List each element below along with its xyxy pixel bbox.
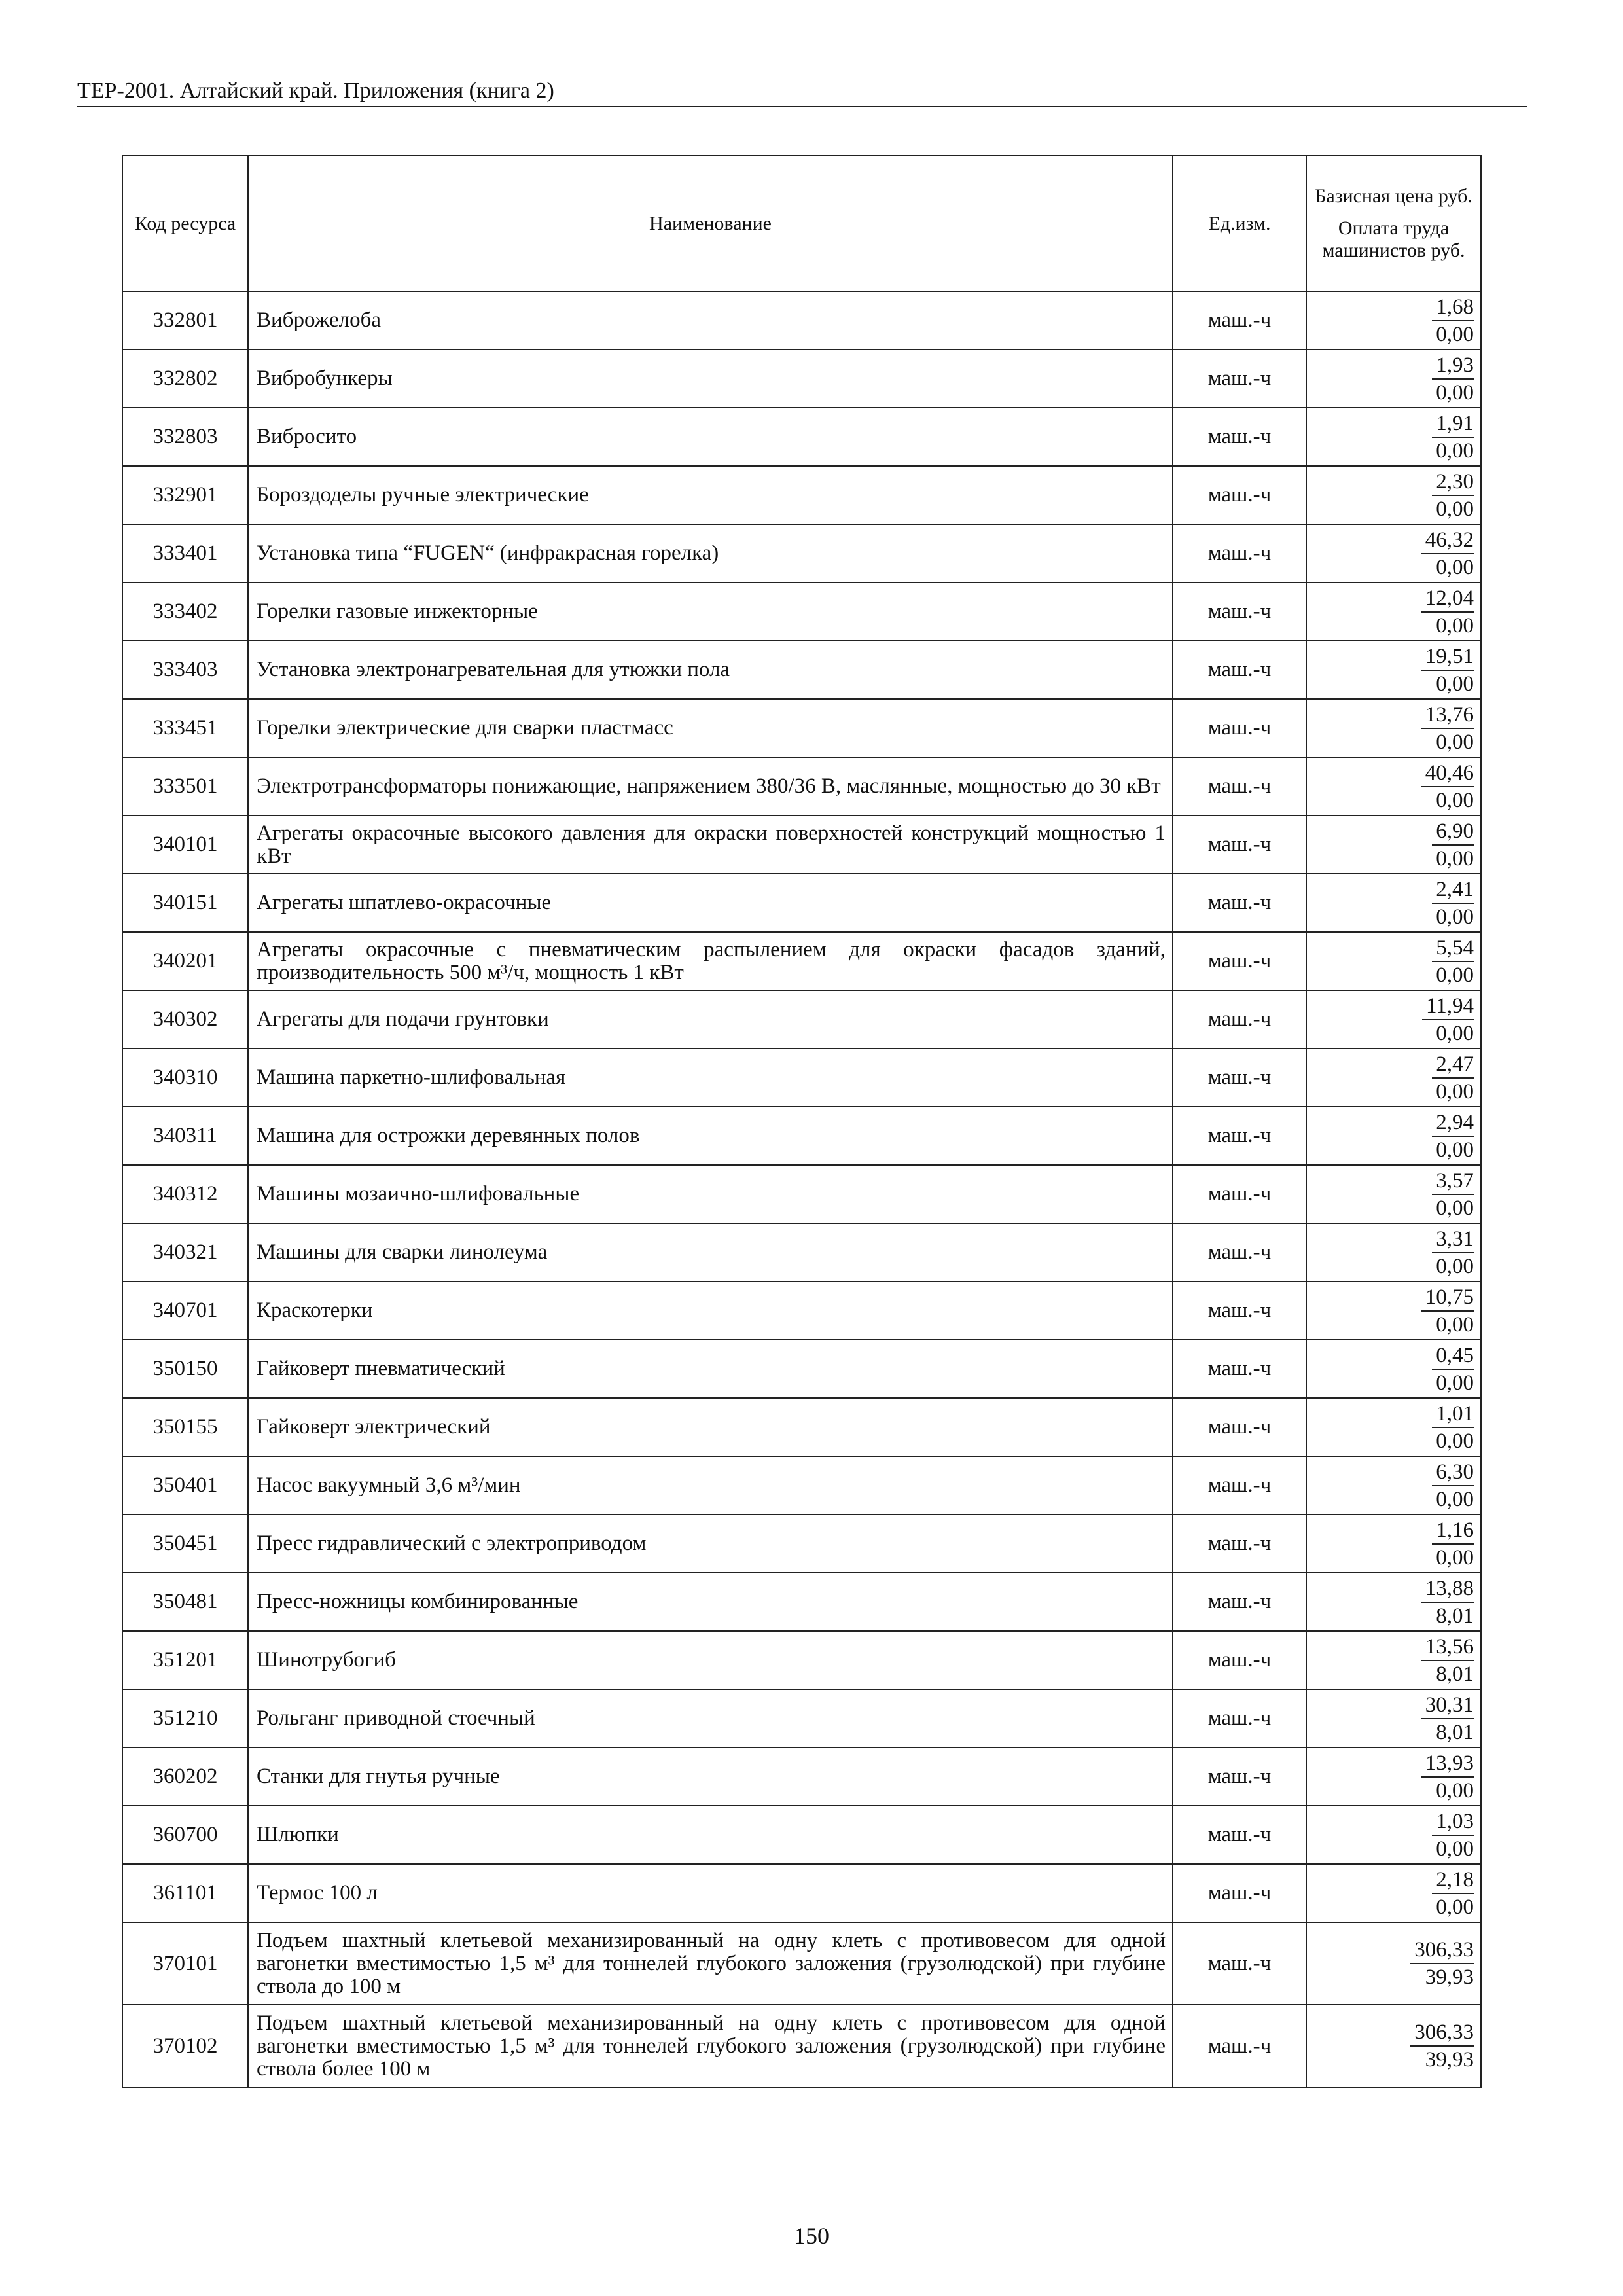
row-base-price: 6,30 [1432, 1459, 1474, 1486]
table-row [122, 1456, 1481, 1515]
row-labor-cost: 0,00 [1436, 555, 1474, 579]
price-fraction [1432, 876, 1474, 930]
price-fraction [1421, 585, 1474, 639]
price-fraction [1410, 1937, 1474, 1990]
row-base-price: 3,31 [1432, 1226, 1474, 1253]
price-fraction [1432, 469, 1474, 522]
row-code: 351201 [122, 1631, 248, 1689]
row-code: 333402 [122, 583, 248, 641]
row-price-cell [1306, 583, 1481, 641]
price-fraction [1421, 1750, 1474, 1804]
row-labor-cost: 8,01 [1436, 1604, 1474, 1628]
row-base-price: 1,03 [1432, 1808, 1474, 1836]
price-fraction [1432, 1226, 1474, 1280]
row-unit: маш.-ч [1173, 1107, 1306, 1165]
row-code: 370101 [122, 1922, 248, 2005]
row-unit: маш.-ч [1173, 1165, 1306, 1223]
row-base-price: 2,94 [1432, 1109, 1474, 1137]
row-labor-cost: 0,00 [1436, 1429, 1474, 1453]
table-row [122, 990, 1481, 1049]
row-price-cell [1306, 466, 1481, 524]
row-unit: маш.-ч [1173, 2005, 1306, 2087]
price-fraction [1432, 1867, 1474, 1920]
row-unit: маш.-ч [1173, 350, 1306, 408]
row-name: Насос вакуумный 3,6 м³/мин [248, 1456, 1173, 1515]
page-number: 150 [794, 2223, 829, 2249]
row-code: 332803 [122, 408, 248, 466]
row-price-cell [1306, 1165, 1481, 1223]
row-unit: маш.-ч [1173, 1573, 1306, 1631]
row-name: Установка типа “FUGEN“ (инфракрасная горелка) [248, 524, 1173, 583]
row-price-cell [1306, 1573, 1481, 1631]
row-code: 332901 [122, 466, 248, 524]
table-row [122, 1631, 1481, 1689]
row-code: 340151 [122, 874, 248, 932]
row-base-price: 13,93 [1421, 1750, 1474, 1778]
row-name: Вибросито [248, 408, 1173, 466]
row-base-price: 1,68 [1432, 294, 1474, 321]
row-price-cell [1306, 1864, 1481, 1922]
row-name: Шлюпки [248, 1806, 1173, 1864]
row-unit: маш.-ч [1173, 1864, 1306, 1922]
row-price-cell [1306, 524, 1481, 583]
row-base-price: 12,04 [1421, 585, 1474, 613]
row-price-cell [1306, 816, 1481, 874]
row-code: 333451 [122, 699, 248, 757]
row-unit: маш.-ч [1173, 1922, 1306, 2005]
row-labor-cost: 0,00 [1436, 1895, 1474, 1919]
row-code: 370102 [122, 2005, 248, 2087]
row-labor-cost: 0,00 [1436, 497, 1474, 521]
row-labor-cost: 39,93 [1425, 2048, 1474, 2072]
price-fraction [1421, 1575, 1474, 1629]
row-unit: маш.-ч [1173, 1748, 1306, 1806]
row-base-price: 306,33 [1410, 1937, 1474, 1964]
row-code: 360700 [122, 1806, 248, 1864]
row-name: Краскотерки [248, 1282, 1173, 1340]
col-header-unit: Ед.изм. [1173, 156, 1306, 291]
row-unit: маш.-ч [1173, 1398, 1306, 1456]
row-code: 361101 [122, 1864, 248, 1922]
row-price-cell [1306, 641, 1481, 699]
price-fraction [1432, 294, 1474, 348]
row-price-cell [1306, 1049, 1481, 1107]
price-fraction [1432, 410, 1474, 464]
row-name: Вибробункеры [248, 350, 1173, 408]
row-name: Агрегаты окрасочные высокого давления для окраски поверхностей конструкций мощностью 1 кВт [248, 816, 1173, 874]
price-fraction [1432, 818, 1474, 872]
row-code: 350401 [122, 1456, 248, 1515]
row-base-price: 13,88 [1421, 1575, 1474, 1603]
table-row [122, 1049, 1481, 1107]
row-base-price: 2,30 [1432, 469, 1474, 496]
row-code: 332802 [122, 350, 248, 408]
row-unit: маш.-ч [1173, 583, 1306, 641]
col-header-price-top: Базисная цена руб. [1315, 185, 1472, 207]
row-code: 340310 [122, 1049, 248, 1107]
row-price-cell [1306, 932, 1481, 990]
row-name: Агрегаты шпатлево-окрасочные [248, 874, 1173, 932]
row-unit: маш.-ч [1173, 1340, 1306, 1398]
row-code: 350150 [122, 1340, 248, 1398]
row-base-price: 2,47 [1432, 1051, 1474, 1079]
price-fraction [1432, 1517, 1474, 1571]
row-price-cell [1306, 757, 1481, 816]
row-unit: маш.-ч [1173, 466, 1306, 524]
table-row [122, 1165, 1481, 1223]
row-unit: маш.-ч [1173, 1282, 1306, 1340]
row-base-price: 10,75 [1421, 1284, 1474, 1312]
row-labor-cost: 0,00 [1436, 380, 1474, 404]
row-base-price: 1,91 [1432, 410, 1474, 438]
row-name: Агрегаты для подачи грунтовки [248, 990, 1173, 1049]
row-base-price: 1,01 [1432, 1401, 1474, 1428]
row-base-price: 19,51 [1421, 643, 1474, 671]
table-row [122, 466, 1481, 524]
row-code: 340201 [122, 932, 248, 990]
row-price-cell [1306, 2005, 1481, 2087]
row-name: Электротрансформаторы понижающие, напряжением 380/36 В, маслянные, мощностью до 30 кВт [248, 757, 1173, 816]
row-code: 333401 [122, 524, 248, 583]
row-name: Горелки электрические для сварки пластмасс [248, 699, 1173, 757]
row-unit: маш.-ч [1173, 291, 1306, 350]
row-name: Машина для острожки деревянных полов [248, 1107, 1173, 1165]
price-fraction [1421, 760, 1474, 814]
row-labor-cost: 0,00 [1436, 1837, 1474, 1861]
price-fraction [1421, 643, 1474, 697]
row-price-cell [1306, 1398, 1481, 1456]
price-fraction [1432, 352, 1474, 406]
row-code: 350155 [122, 1398, 248, 1456]
row-name: Пресс гидравлический с электроприводом [248, 1515, 1173, 1573]
row-labor-cost: 0,00 [1436, 1254, 1474, 1278]
price-fraction [1432, 1109, 1474, 1163]
col-header-price [1306, 156, 1481, 291]
row-code: 350481 [122, 1573, 248, 1631]
price-fraction [1432, 1459, 1474, 1513]
col-header-price-bottom: Оплата труда машинистов руб. [1322, 217, 1465, 261]
row-labor-cost: 0,00 [1436, 963, 1474, 987]
row-labor-cost: 0,00 [1436, 1196, 1474, 1220]
row-unit: маш.-ч [1173, 1515, 1306, 1573]
row-price-cell [1306, 291, 1481, 350]
row-unit: маш.-ч [1173, 524, 1306, 583]
row-name: Пресс-ножницы комбинированные [248, 1573, 1173, 1631]
row-base-price: 5,54 [1432, 935, 1474, 962]
row-base-price: 1,93 [1432, 352, 1474, 380]
row-name: Машина паркетно-шлифовальная [248, 1049, 1173, 1107]
row-price-cell [1306, 1922, 1481, 2005]
table-row [122, 2005, 1481, 2087]
table-row [122, 1573, 1481, 1631]
row-price-cell [1306, 1340, 1481, 1398]
row-name: Горелки газовые инжекторные [248, 583, 1173, 641]
row-price-cell [1306, 1689, 1481, 1748]
row-price-cell [1306, 1223, 1481, 1282]
row-price-cell [1306, 350, 1481, 408]
row-labor-cost: 0,00 [1436, 1371, 1474, 1395]
row-code: 340101 [122, 816, 248, 874]
row-labor-cost: 0,00 [1436, 788, 1474, 812]
row-unit: маш.-ч [1173, 641, 1306, 699]
row-unit: маш.-ч [1173, 408, 1306, 466]
row-name: Станки для гнутья ручные [248, 1748, 1173, 1806]
row-base-price: 2,41 [1432, 876, 1474, 904]
table-row [122, 1864, 1481, 1922]
row-labor-cost: 0,00 [1436, 672, 1474, 696]
row-unit: маш.-ч [1173, 1806, 1306, 1864]
row-labor-cost: 0,00 [1436, 1312, 1474, 1336]
row-labor-cost: 0,00 [1436, 1487, 1474, 1511]
table-row [122, 1223, 1481, 1282]
row-base-price: 11,94 [1422, 993, 1474, 1020]
row-unit: маш.-ч [1173, 932, 1306, 990]
row-unit: маш.-ч [1173, 990, 1306, 1049]
row-base-price: 3,57 [1432, 1168, 1474, 1195]
row-labor-cost: 0,00 [1436, 322, 1474, 346]
row-price-cell [1306, 1515, 1481, 1573]
row-price-cell [1306, 1282, 1481, 1340]
table-row [122, 350, 1481, 408]
table-row [122, 699, 1481, 757]
row-price-cell [1306, 1806, 1481, 1864]
row-code: 360202 [122, 1748, 248, 1806]
price-fraction [1421, 1692, 1474, 1746]
row-unit: маш.-ч [1173, 816, 1306, 874]
row-name: Установка электронагревательная для утюжки пола [248, 641, 1173, 699]
row-unit: маш.-ч [1173, 874, 1306, 932]
price-fraction [1432, 935, 1474, 988]
row-labor-cost: 0,00 [1436, 613, 1474, 637]
running-header-title: ТЕР-2001. Алтайский край. Приложения (книга 2) [77, 79, 554, 103]
resource-table [122, 155, 1482, 2088]
row-code: 351210 [122, 1689, 248, 1748]
row-code: 340321 [122, 1223, 248, 1282]
row-labor-cost: 0,00 [1436, 1778, 1474, 1803]
row-base-price: 6,90 [1432, 818, 1474, 846]
row-base-price: 13,56 [1421, 1634, 1474, 1661]
row-price-cell [1306, 874, 1481, 932]
running-header [77, 76, 1527, 107]
row-labor-cost: 0,00 [1436, 1545, 1474, 1570]
row-labor-cost: 0,00 [1436, 730, 1474, 754]
row-base-price: 40,46 [1421, 760, 1474, 787]
table-header-row [122, 156, 1481, 291]
row-labor-cost: 0,00 [1436, 1079, 1474, 1103]
price-fraction [1432, 1051, 1474, 1105]
price-fraction [1432, 1168, 1474, 1221]
row-code: 340302 [122, 990, 248, 1049]
row-code: 333403 [122, 641, 248, 699]
row-code: 350451 [122, 1515, 248, 1573]
row-name: Термос 100 л [248, 1864, 1173, 1922]
table-row [122, 1340, 1481, 1398]
row-unit: маш.-ч [1173, 699, 1306, 757]
row-name: Машины для сварки линолеума [248, 1223, 1173, 1282]
row-code: 332801 [122, 291, 248, 350]
row-name: Гайковерт электрический [248, 1398, 1173, 1456]
price-fraction [1421, 527, 1474, 581]
row-name: Агрегаты окрасочные с пневматическим распылением для окраски фасадов зданий, производительность 500 м³/ч, мощность 1 кВт [248, 932, 1173, 990]
price-fraction [1432, 1342, 1474, 1396]
row-code: 340312 [122, 1165, 248, 1223]
table-row [122, 583, 1481, 641]
row-unit: маш.-ч [1173, 757, 1306, 816]
table-row [122, 291, 1481, 350]
table-row [122, 816, 1481, 874]
row-base-price: 2,18 [1432, 1867, 1474, 1894]
table-row [122, 1515, 1481, 1573]
row-name: Бороздоделы ручные электрические [248, 466, 1173, 524]
row-labor-cost: 8,01 [1436, 1720, 1474, 1744]
row-unit: маш.-ч [1173, 1223, 1306, 1282]
row-name: Рольганг приводной стоечный [248, 1689, 1173, 1748]
row-labor-cost: 0,00 [1436, 905, 1474, 929]
price-fraction [1432, 1808, 1474, 1862]
table-row [122, 757, 1481, 816]
table-row [122, 1689, 1481, 1748]
row-base-price: 306,33 [1410, 2019, 1474, 2047]
row-name: Подъем шахтный клетьевой механизированный на одну клеть с противовесом для одной вагонетки вместимостью 1,5 м³ для тоннелей глубокого заложения (грузолюдской) при глубине ствола до 100 м [248, 1922, 1173, 2005]
price-fraction [1410, 2019, 1474, 2073]
table-row [122, 524, 1481, 583]
table-row [122, 641, 1481, 699]
row-price-cell [1306, 1107, 1481, 1165]
row-unit: маш.-ч [1173, 1049, 1306, 1107]
row-unit: маш.-ч [1173, 1631, 1306, 1689]
table-row [122, 1922, 1481, 2005]
row-labor-cost: 0,00 [1436, 439, 1474, 463]
row-unit: маш.-ч [1173, 1689, 1306, 1748]
price-fraction [1421, 1284, 1474, 1338]
table-row [122, 1398, 1481, 1456]
table-row [122, 1282, 1481, 1340]
row-labor-cost: 0,00 [1436, 1021, 1474, 1045]
price-fraction [1421, 1634, 1474, 1687]
row-price-cell [1306, 699, 1481, 757]
table-row [122, 1107, 1481, 1165]
row-labor-cost: 0,00 [1436, 1138, 1474, 1162]
row-labor-cost: 0,00 [1436, 846, 1474, 870]
row-name: Виброжелоба [248, 291, 1173, 350]
table-row [122, 932, 1481, 990]
price-fraction [1422, 993, 1474, 1047]
row-labor-cost: 8,01 [1436, 1662, 1474, 1686]
row-base-price: 1,16 [1432, 1517, 1474, 1545]
row-name: Подъем шахтный клетьевой механизированный на одну клеть с противовесом для одной вагонетки вместимостью 1,5 м³ для тоннелей глубокого заложения (грузолюдской) при глубине ствола более 100 м [248, 2005, 1173, 2087]
row-price-cell [1306, 1456, 1481, 1515]
row-price-cell [1306, 990, 1481, 1049]
row-code: 340311 [122, 1107, 248, 1165]
table-body [122, 291, 1481, 2087]
price-fraction [1432, 1401, 1474, 1454]
table-row [122, 1806, 1481, 1864]
row-base-price: 13,76 [1421, 702, 1474, 729]
row-code: 333501 [122, 757, 248, 816]
row-labor-cost: 39,93 [1425, 1965, 1474, 1989]
col-header-name: Наименование [248, 156, 1173, 291]
row-base-price: 46,32 [1421, 527, 1474, 554]
table-row [122, 408, 1481, 466]
price-fraction [1421, 702, 1474, 755]
table-row [122, 874, 1481, 932]
col-header-code: Код ресурса [122, 156, 248, 291]
row-name: Машины мозаично-шлифовальные [248, 1165, 1173, 1223]
row-name: Шинотрубогиб [248, 1631, 1173, 1689]
row-base-price: 30,31 [1421, 1692, 1474, 1719]
row-unit: маш.-ч [1173, 1456, 1306, 1515]
table-row [122, 1748, 1481, 1806]
row-base-price: 0,45 [1432, 1342, 1474, 1370]
row-name: Гайковерт пневматический [248, 1340, 1173, 1398]
row-price-cell [1306, 1631, 1481, 1689]
row-price-cell [1306, 408, 1481, 466]
row-code: 340701 [122, 1282, 248, 1340]
row-price-cell [1306, 1748, 1481, 1806]
